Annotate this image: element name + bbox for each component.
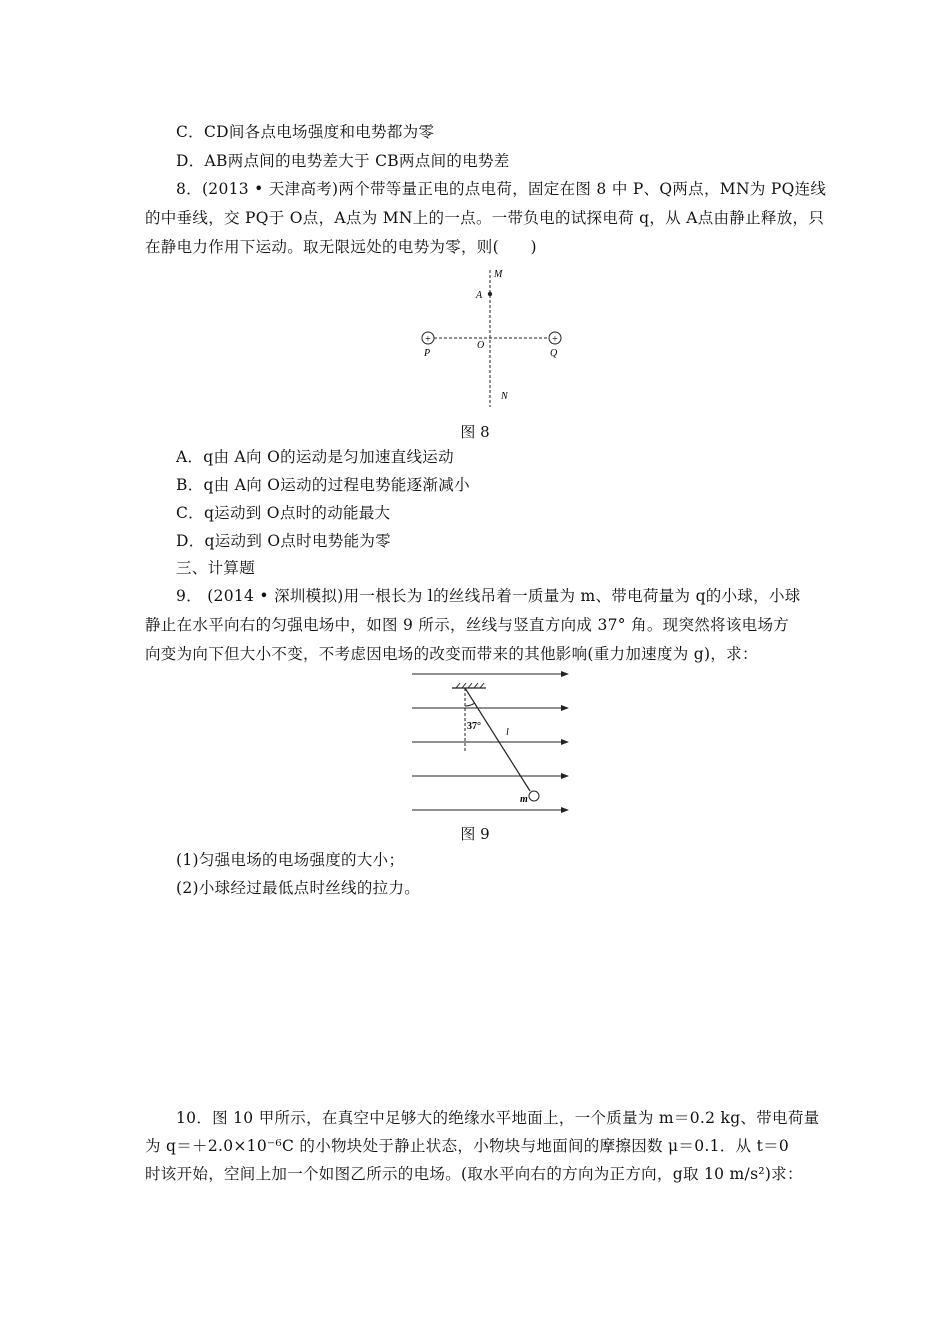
question-8-line-2: 的中垂线，交 PQ于 O点，A点为 MN上的一点。一带负电的试探电荷 q，从 A点由静止释放，只 bbox=[145, 209, 825, 227]
question-9-line-3: 向变为向下但大小不变，不考虑因电场的改变而带来的其他影响(重力加速度为 g)，求： bbox=[145, 645, 758, 663]
charge-p-plus: + bbox=[425, 334, 431, 345]
option-8-b: B．q由 A向 O运动的过程电势能逐渐减小 bbox=[176, 476, 470, 494]
figure-8-diagram bbox=[410, 265, 570, 410]
option-8-d: D．q运动到 O点时电势能为零 bbox=[176, 532, 391, 550]
figure-9-diagram bbox=[410, 668, 575, 816]
question-9-line-2: 静止在水平向右的匀强电场中，如图 9 所示，丝线与竖直方向成 37° 角。现突然将该电场方 bbox=[145, 616, 790, 634]
figure-8-caption: 图 8 bbox=[460, 423, 490, 441]
question-10-line-1: 10．图 10 甲所示，在真空中足够大的绝缘水平地面上，一个质量为 m＝0.2 kg、带电荷量 bbox=[176, 1109, 820, 1127]
label-q: Q bbox=[550, 348, 558, 359]
option-d-prev: D．AB两点间的电势差大于 CB两点间的电势差 bbox=[176, 152, 510, 170]
label-m: M bbox=[494, 269, 503, 280]
angle-label: 37° bbox=[467, 721, 481, 732]
section-heading: 三、计算题 bbox=[176, 559, 256, 577]
question-10-line-3: 时该开始，空间上加一个如图乙所示的电场。(取水平向右的方向为正方向，g取 10 m/s²)求： bbox=[145, 1165, 803, 1183]
figure-9-caption: 图 9 bbox=[460, 825, 490, 843]
length-label: l bbox=[506, 727, 509, 738]
option-8-c: C．q运动到 O点时的动能最大 bbox=[176, 504, 391, 522]
question-8-line-3: 在静电力作用下运动。取无限远处的电势为零，则( ) bbox=[145, 238, 537, 256]
question-9-line-1: 9． (2014 • 深圳模拟)用一根长为 l的丝线吊着一质量为 m、带电荷量为 q的小球，小球 bbox=[176, 587, 801, 605]
option-8-a: A．q由 A向 O的运动是匀加速直线运动 bbox=[176, 448, 454, 466]
label-a: A bbox=[476, 290, 483, 301]
question-9-part-1: (1)匀强电场的电场强度的大小； bbox=[176, 851, 405, 869]
label-n: N bbox=[501, 391, 508, 402]
mass-label: m bbox=[520, 794, 528, 805]
label-p: P bbox=[424, 348, 431, 359]
question-8-line-1: 8．(2013 • 天津高考)两个带等量正电的点电荷，固定在图 8 中 P、Q两点，MN为 PQ连线 bbox=[176, 180, 827, 198]
charge-q-plus: + bbox=[552, 334, 558, 345]
question-10-line-2: 为 q＝＋2.0×10⁻⁶C 的小物块处于静止状态，小物块与地面间的摩擦因数 μ＝0.1．从 t＝0 bbox=[145, 1137, 790, 1155]
label-o: O bbox=[477, 340, 485, 351]
option-c-prev: C．CD间各点电场强度和电势都为零 bbox=[176, 123, 435, 141]
question-9-part-2: (2)小球经过最低点时丝线的拉力。 bbox=[176, 879, 421, 897]
